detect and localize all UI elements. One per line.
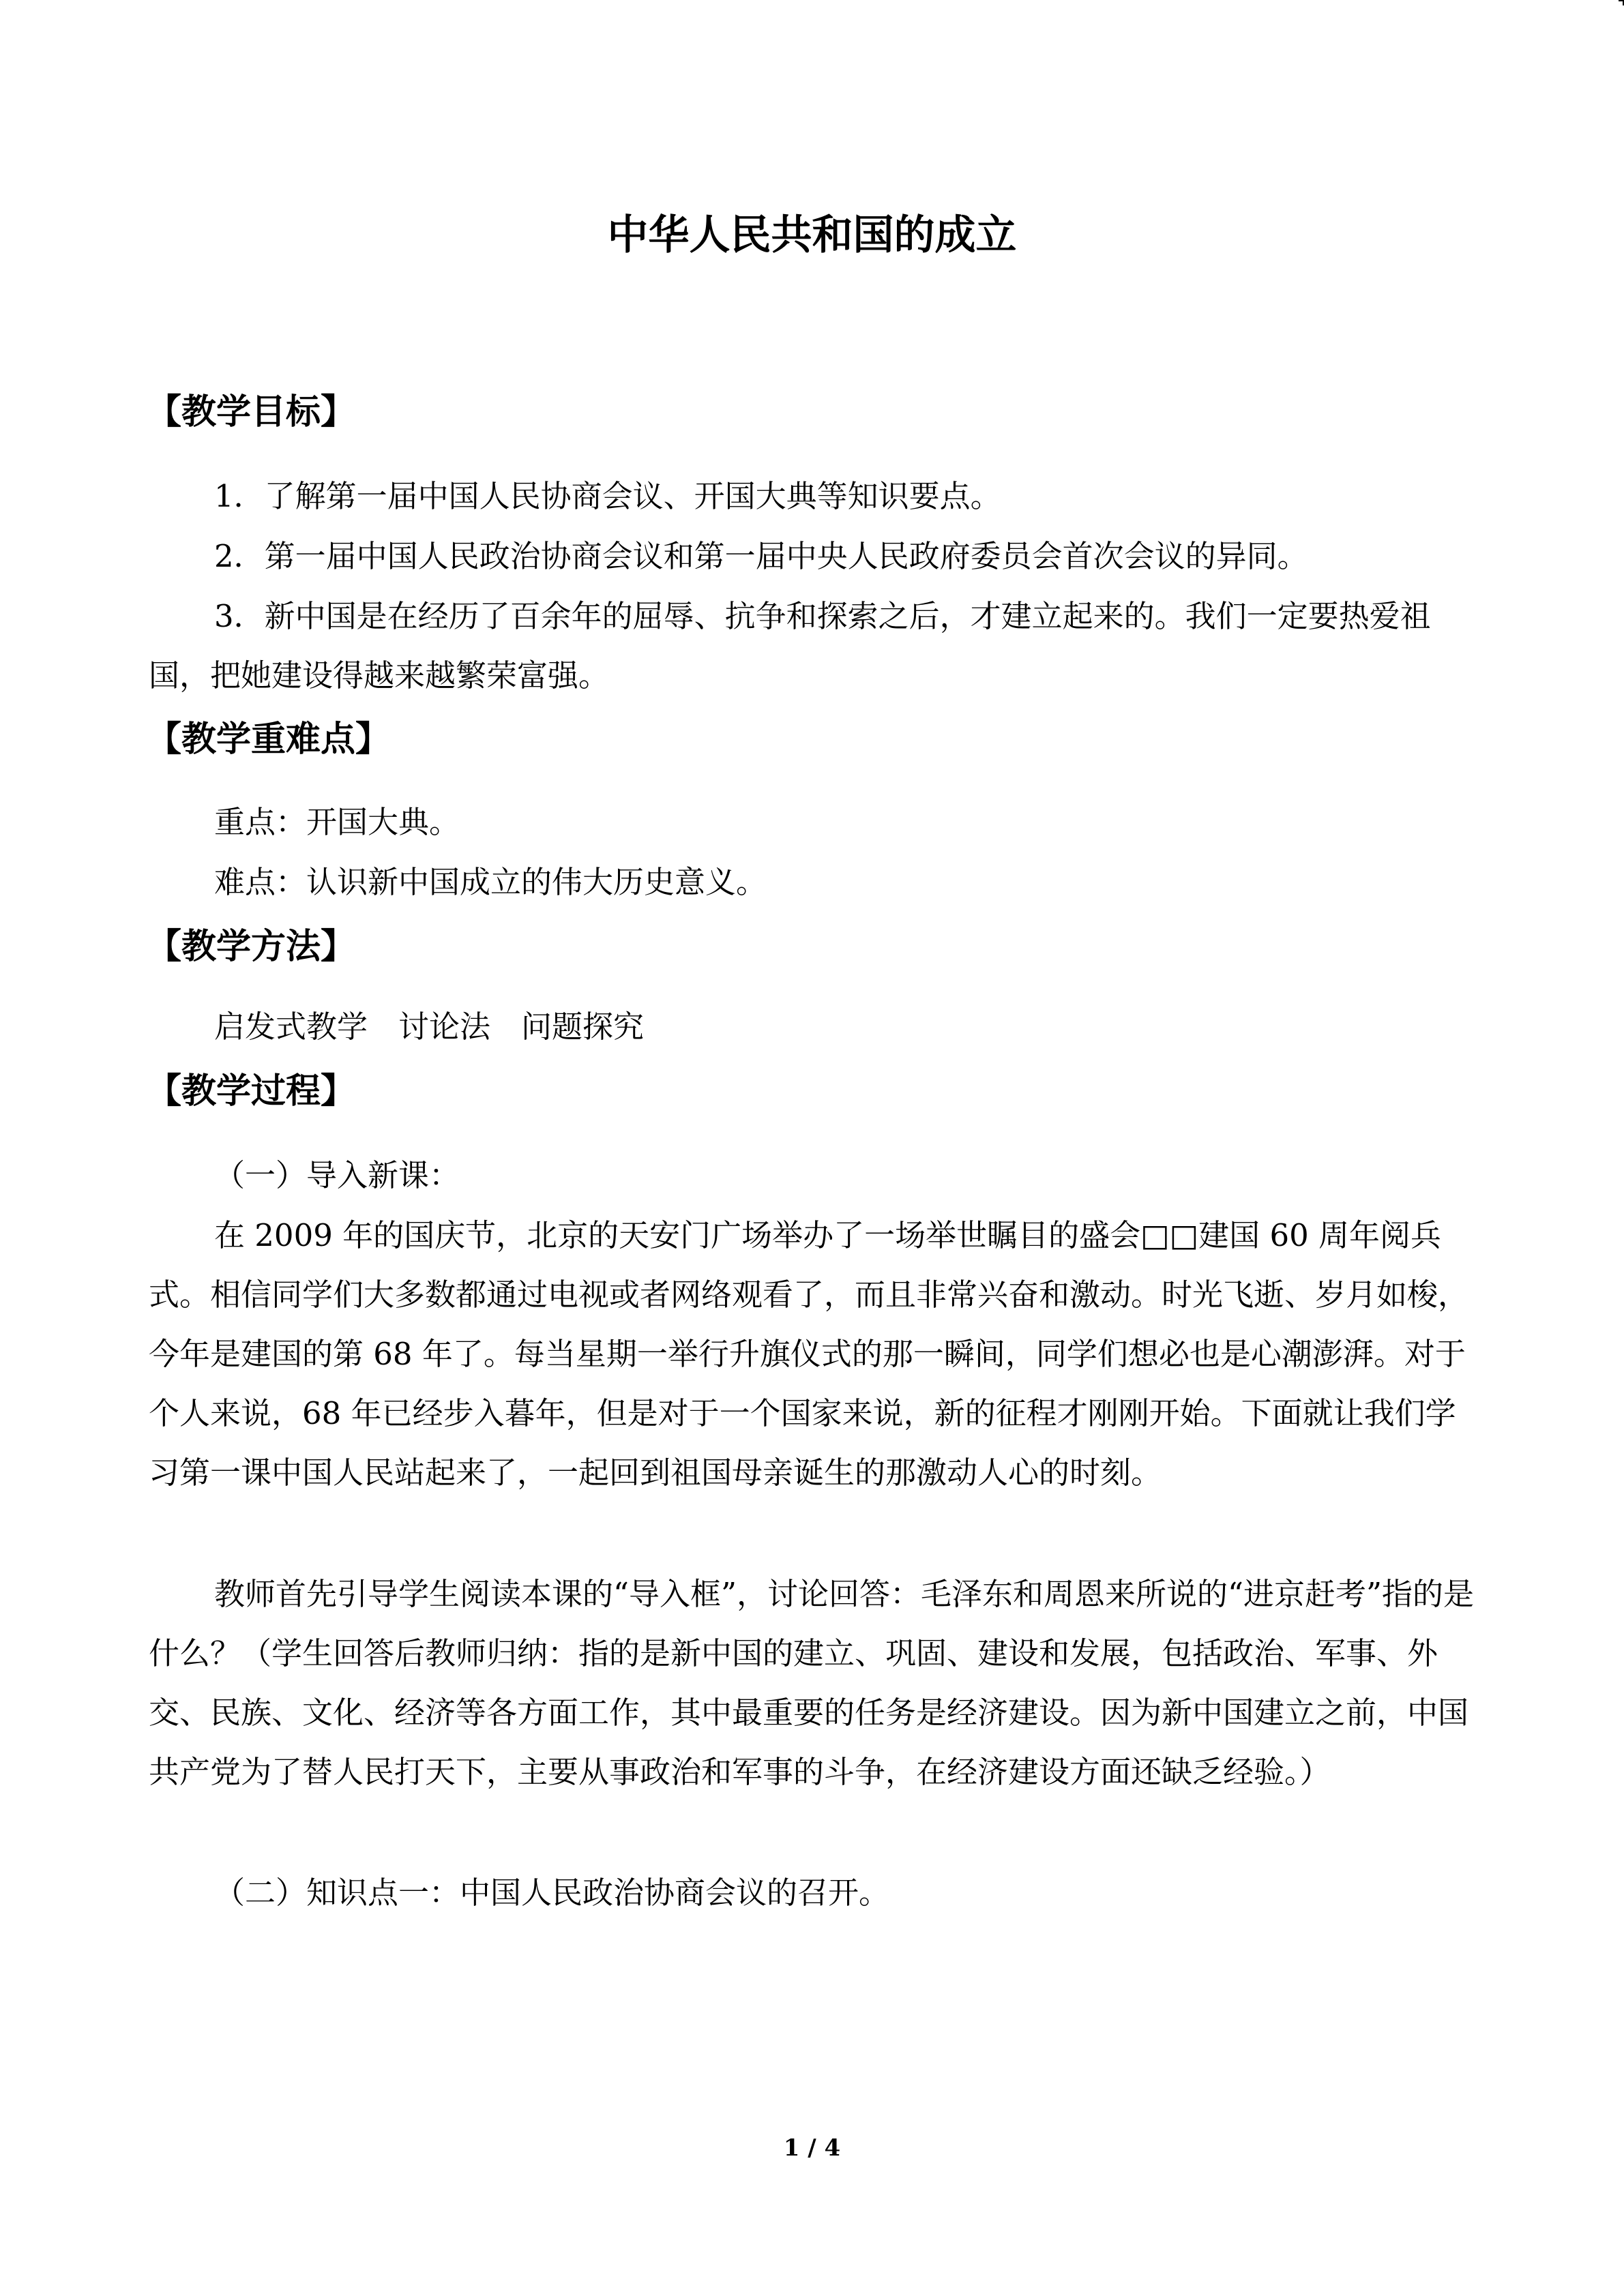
heading-process: 【教学过程】 [147, 1071, 356, 1112]
objective-item-1: 1．了解第一届中国人民协商会议、开国大典等知识要点。 [214, 478, 1001, 514]
document-title: 中华人民共和国的成立 [607, 211, 1017, 259]
heading-objectives: 【教学目标】 [147, 392, 356, 432]
heading-methods: 【教学方法】 [147, 927, 356, 967]
key-point-difficulty: 难点：认识新中国成立的伟大历史意义。 [214, 864, 767, 900]
process-step2-title: （二）知识点一：中国人民政治协商会议的召开。 [214, 1875, 890, 1911]
objective-item-2: 2．第一届中国人民政治协商会议和第一届中央人民政府委员会首次会议的异同。 [214, 538, 1308, 574]
heading-key-points: 【教学重难点】 [147, 719, 391, 760]
process-step1-paragraph-2: 教师首先引导学生阅读本课的“导入框”，讨论回答：毛泽东和周恩来所说的“进京赶考”指的是什么？（学生回答后教师归纳：指的是新中国的建立、巩固、建设和发展，包括政治、军事、外交、民族、文化、经济等各方面工作，其中最重要的任务是经济建设。因为新中国建立之前，中国共产党为了替人民打天下，主要从事政治和军事的斗争，在经济建设方面还缺乏经验。） [149, 1576, 1475, 1790]
objective-item-3: 3．新中国是在经历了百余年的屈辱、抗争和探索之后，才建立起来的。我们一定要热爱祖国，把她建设得越来越繁荣富强。 [149, 598, 1431, 694]
process-step1-title: （一）导入新课： [214, 1157, 460, 1193]
methods-text: 启发式教学 讨论法 问题探究 [214, 1009, 645, 1045]
page-number: 1 / 4 [783, 2134, 841, 2162]
process-step1-paragraph-1: 在 2009 年的国庆节，北京的天安门广场举办了一场举世瞩目的盛会□□建国 60 周年阅兵式。相信同学们大多数都通过电视或者网络观看了，而且非常兴奋和激动。时光飞逝、岁月如梭，今年是建国的第 68 年了。每当星期一举行升旗仪式的那一瞬间，同学们想必也是心潮澎湃。对于个人来说，68 年已经步入暮年，但是对于一个国家来说，新的征程才刚刚开始。下面就让我们学习第一课中国人民站起来了，一起回到祖国母亲诞生的那激动人心的时刻。 [149, 1217, 1469, 1491]
page-corner-mark [1619, 0, 1624, 5]
key-point-focus: 重点：开国大典。 [214, 804, 460, 840]
